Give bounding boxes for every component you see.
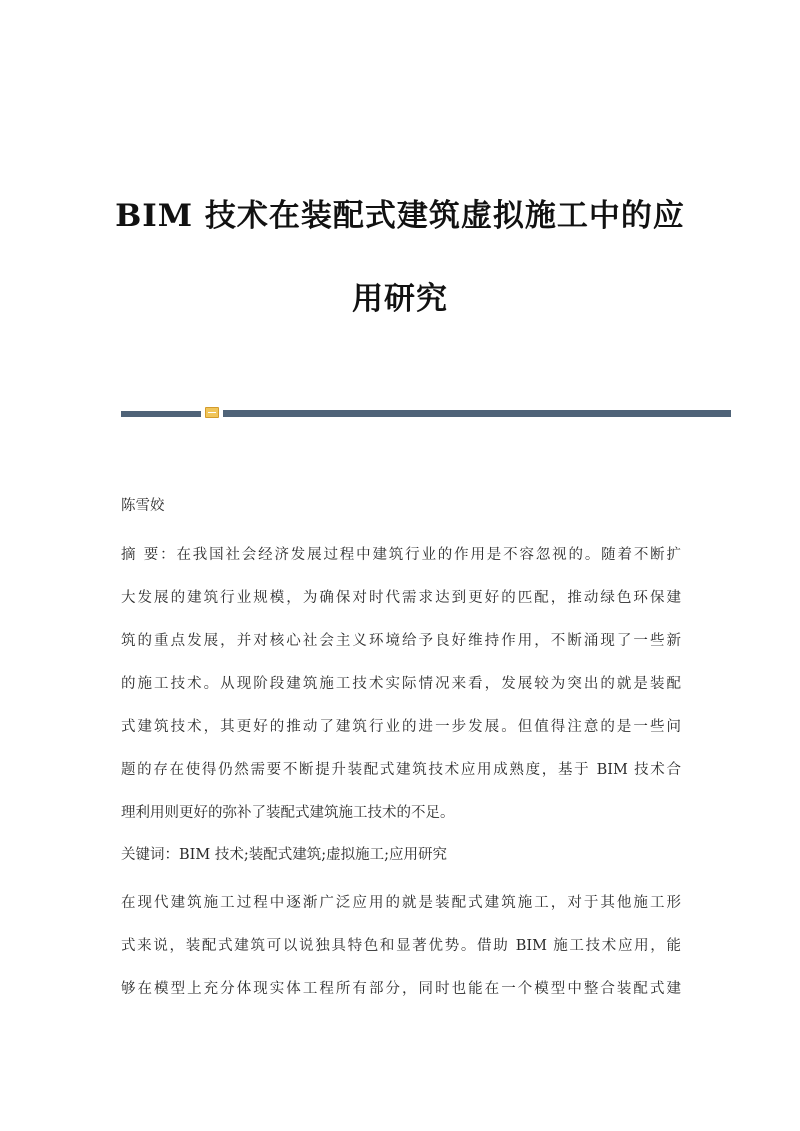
abstract-line: 题的存在使得仍然需要不断提升装配式建筑技术应用成熟度，基于 BIM 技术合 xyxy=(121,762,681,778)
divider-bar-left xyxy=(121,411,201,417)
body-paragraph xyxy=(121,891,681,1041)
document-title-line-2: 用研究 xyxy=(352,281,448,317)
body-line: 式来说，装配式建筑可以说独具特色和显著优势。借助 BIM 施工技术应用，能 xyxy=(121,938,681,954)
abstract-line: 摘 要：在我国社会经济发展过程中建筑行业的作用是不容忽视的。随着不断扩 xyxy=(121,547,681,563)
divider-bar-right xyxy=(223,410,731,417)
body-line: 在现代建筑施工过程中逐渐广泛应用的就是装配式建筑施工，对于其他施工形 xyxy=(121,895,681,911)
abstract-line: 筑的重点发展，并对核心社会主义环境给予良好维持作用，不断涌现了一些新 xyxy=(121,633,681,649)
abstract-line: 的施工技术。从现阶段建筑施工技术实际情况来看，发展较为突出的就是装配 xyxy=(121,676,681,692)
body-line: 够在模型上充分体现实体工程所有部分，同时也能在一个模型中整合装配式建 xyxy=(121,981,681,997)
envelope-icon xyxy=(205,407,219,418)
abstract-line: 理利用则更好的弥补了装配式建筑施工技术的不足。 xyxy=(121,805,455,821)
document-title-line-1: BIM 技术在装配式建筑虚拟施工中的应 xyxy=(115,198,685,234)
keywords: 关键词：BIM 技术;装配式建筑;虚拟施工;应用研究 xyxy=(121,847,447,863)
title-divider xyxy=(121,407,731,417)
abstract xyxy=(121,543,681,843)
author-name: 陈雪姣 xyxy=(121,498,165,514)
abstract-line: 式建筑技术，其更好的推动了建筑行业的进一步发展。但值得注意的是一些问 xyxy=(121,719,681,735)
abstract-line: 大发展的建筑行业规模，为确保对时代需求达到更好的匹配，推动绿色环保建 xyxy=(121,590,681,606)
